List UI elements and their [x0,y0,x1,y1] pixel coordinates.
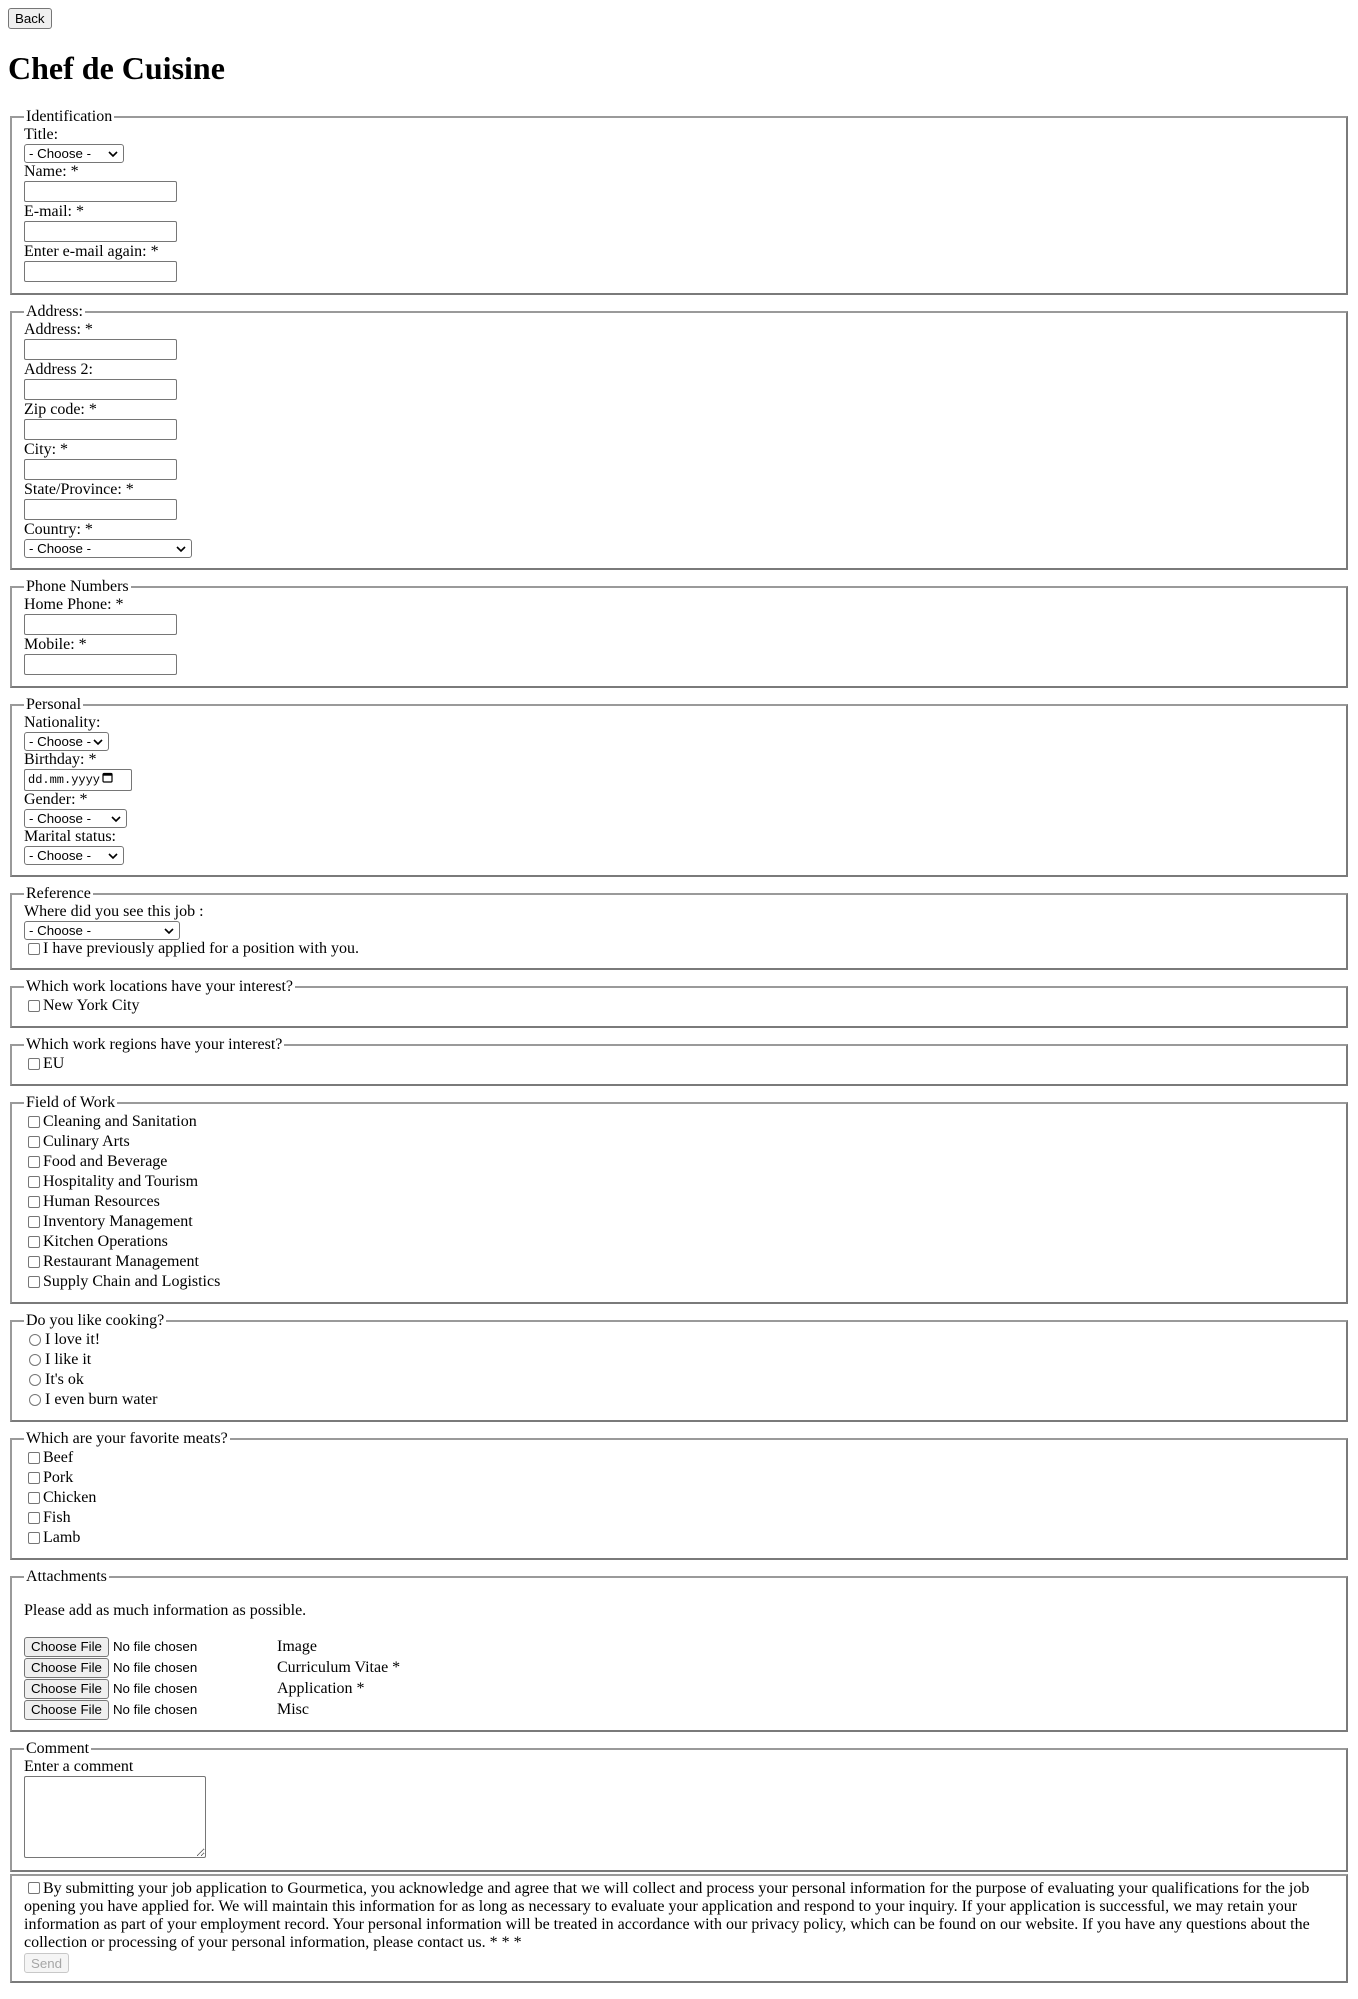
meat-option-beef[interactable] [24,1448,1334,1468]
cooking-radio[interactable] [29,1394,41,1406]
choose-file-button[interactable]: Choose File [24,1658,109,1678]
field-option-inventory[interactable] [24,1212,1334,1232]
identification-legend: Identification [26,108,113,125]
cooking-label: I love it! [45,1331,101,1348]
address2-input[interactable] [24,379,177,400]
previously-applied-label: I have previously applied for a position with you. [43,940,359,957]
file-status: No file chosen [112,1680,198,1696]
field-label: Human Resources [43,1193,160,1210]
send-button[interactable]: Send [24,1953,69,1973]
locations-fieldset [10,978,1348,1028]
meat-label: Fish [43,1509,71,1526]
field-option-hr[interactable] [24,1192,1334,1212]
attachments-fieldset [10,1568,1348,1732]
job-source-select[interactable] [24,921,180,940]
field-label: Hospitality and Tourism [43,1173,199,1190]
previously-applied-row[interactable] [24,940,1334,958]
file-label: Curriculum Vitae * [277,1659,401,1676]
marital-label: Marital status: [24,828,116,845]
file-input-misc[interactable] [24,1699,277,1720]
field-of-work-legend: Field of Work [26,1094,116,1111]
field-option-culinary[interactable] [24,1132,1334,1152]
home-phone-input[interactable] [24,614,177,635]
cooking-label: It's ok [45,1371,84,1388]
field-label: Kitchen Operations [43,1233,168,1250]
city-input[interactable] [24,459,177,480]
cooking-option-ok[interactable] [24,1370,1334,1390]
field-checkbox[interactable] [28,1276,40,1288]
field-option-kitchen[interactable] [24,1232,1334,1252]
name-label: Name: * [24,163,79,180]
meat-option-lamb[interactable] [24,1528,1334,1548]
reference-legend: Reference [26,885,91,902]
personal-legend: Personal [26,696,82,713]
file-label: Application * [277,1680,365,1697]
field-option-food-beverage[interactable] [24,1152,1334,1172]
cooking-option-love[interactable] [24,1330,1334,1350]
gender-select[interactable] [24,809,127,828]
field-checkbox[interactable] [28,1236,40,1248]
phone-legend: Phone Numbers [26,578,129,595]
country-label: Country: * [24,521,93,538]
address-input[interactable] [24,339,177,360]
comment-textarea[interactable] [24,1776,206,1858]
file-input-cv[interactable] [24,1657,277,1678]
field-checkbox[interactable] [28,1156,40,1168]
field-option-supply-chain[interactable] [24,1272,1334,1292]
calendar-icon[interactable] [102,771,113,789]
cooking-option-burn-water[interactable] [24,1390,1334,1410]
email-label: E-mail: * [24,203,84,220]
cooking-radio[interactable] [29,1374,41,1386]
meat-checkbox[interactable] [28,1532,40,1544]
chevron-down-icon [92,736,104,748]
previously-applied-checkbox[interactable] [28,943,40,955]
cooking-legend: Do you like cooking? [26,1312,165,1329]
gender-select-value: - Choose - [29,810,92,826]
city-label: City: * [24,441,69,458]
consent-text: By submitting your job application to Gourmetica, you acknowledge and agree that we will collect and process your personal information for the purpose of evaluating your qualifications for the job opening you have applied for. We will maintain this information for as long as necessary to evaluate your application and respond to your inquiry. If your application is successful, we may retain your information as part of your employment record. Your personal information will be treated in accordance with our privacy policy, which can be found on our website. If you have any questions about the collection or processing of your personal information, please contact us. * * * [24,1880,1310,1951]
file-status: No file chosen [112,1659,198,1675]
field-checkbox[interactable] [28,1216,40,1228]
field-label: Supply Chain and Logistics [43,1273,221,1290]
title-label: Title: [24,126,59,143]
country-select[interactable] [24,539,192,558]
location-label: New York City [43,997,140,1014]
mobile-input[interactable] [24,654,177,675]
regions-legend: Which work regions have your interest? [26,1036,283,1053]
country-select-value: - Choose - [29,540,92,556]
field-label: Inventory Management [43,1213,193,1230]
meat-option-pork[interactable] [24,1468,1334,1488]
attachments-legend: Attachments [26,1568,107,1585]
nationality-label: Nationality: [24,714,101,731]
email-input[interactable] [24,221,177,242]
locations-legend: Which work locations have your interest? [26,978,294,995]
state-input[interactable] [24,499,177,520]
birthday-label: Birthday: * [24,751,97,768]
address-label: Address: * [24,321,93,338]
field-label: Cleaning and Sanitation [43,1113,197,1130]
chevron-down-icon [163,925,175,937]
address-legend: Address: [26,303,83,320]
attachments-intro: Please add as much information as possible. [24,1602,307,1619]
field-checkbox[interactable] [28,1256,40,1268]
phone-fieldset [10,578,1348,688]
cooking-option-like[interactable] [24,1350,1334,1370]
choose-file-button[interactable]: Choose File [24,1637,109,1657]
region-label: EU [43,1055,65,1072]
personal-fieldset [10,696,1348,877]
field-label: Culinary Arts [43,1133,130,1150]
gender-label: Gender: * [24,791,88,808]
field-option-restaurant[interactable] [24,1252,1334,1272]
cooking-label: I even burn water [45,1391,158,1408]
meat-label: Lamb [43,1529,81,1546]
comment-fieldset [10,1740,1348,1872]
email-again-input[interactable] [24,261,177,282]
meat-label: Pork [43,1469,74,1486]
chevron-down-icon [175,543,187,555]
field-of-work-fieldset [10,1094,1348,1304]
location-option[interactable] [24,996,1334,1016]
marital-select-value: - Choose - [29,847,92,863]
cooking-radio[interactable] [29,1334,41,1346]
choose-file-button[interactable]: Choose File [24,1679,109,1699]
job-source-select-value: - Choose - [29,922,92,938]
file-label: Misc [277,1701,309,1718]
meats-legend: Which are your favorite meats? [26,1430,228,1447]
address-fieldset [10,303,1348,570]
meat-option-fish[interactable] [24,1508,1334,1528]
mobile-label: Mobile: * [24,636,87,653]
birthday-input[interactable] [24,769,132,791]
regions-fieldset [10,1036,1348,1086]
consent-block [24,1876,1334,1952]
field-label: Restaurant Management [43,1253,199,1270]
field-checkbox[interactable] [28,1136,40,1148]
email-again-label: Enter e-mail again: * [24,243,159,260]
title-select-value: - Choose - [29,145,92,161]
chevron-down-icon [110,813,122,825]
chevron-down-icon [107,148,119,160]
file-label: Image [277,1638,317,1655]
field-option-hospitality[interactable] [24,1172,1334,1192]
meat-checkbox[interactable] [28,1452,40,1464]
state-label: State/Province: * [24,481,134,498]
marital-select[interactable] [24,846,124,865]
comment-label: Enter a comment [24,1758,134,1775]
cooking-radio[interactable] [29,1354,41,1366]
title-select[interactable] [24,144,124,163]
meat-checkbox[interactable] [28,1472,40,1484]
file-status: No file chosen [112,1701,198,1717]
meat-label: Chicken [43,1489,97,1506]
meat-checkbox[interactable] [28,1492,40,1504]
consent-checkbox[interactable] [28,1882,40,1894]
attachments-table [24,1636,1334,1720]
page-title: Chef de Cuisine [8,50,225,86]
identification-fieldset [10,108,1348,295]
cooking-fieldset [10,1312,1348,1422]
file-input-application[interactable] [24,1678,277,1699]
field-checkbox[interactable] [28,1196,40,1208]
region-checkbox[interactable] [28,1058,40,1070]
name-input[interactable] [24,181,177,202]
cooking-label: I like it [45,1351,92,1368]
reference-fieldset [10,885,1348,970]
field-label: Food and Beverage [43,1153,168,1170]
file-status: No file chosen [112,1638,198,1654]
file-input-image[interactable] [24,1636,277,1657]
comment-legend: Comment [26,1740,90,1757]
meat-option-chicken[interactable] [24,1488,1334,1508]
meats-fieldset [10,1430,1348,1560]
chevron-down-icon [107,850,119,862]
meat-checkbox[interactable] [28,1512,40,1524]
back-button[interactable]: Back [8,8,52,29]
field-checkbox[interactable] [28,1176,40,1188]
meat-label: Beef [43,1449,74,1466]
field-option-cleaning[interactable] [24,1112,1334,1132]
address2-label: Address 2: [24,361,93,378]
job-source-label: Where did you see this job : [24,903,204,920]
choose-file-button[interactable]: Choose File [24,1700,109,1720]
region-option[interactable] [24,1054,1334,1074]
home-phone-label: Home Phone: * [24,596,124,613]
birthday-placeholder: dd.mm.yyyy [28,773,101,787]
nationality-select-value: - Choose - [29,733,92,749]
location-checkbox[interactable] [28,1000,40,1012]
field-checkbox[interactable] [28,1116,40,1128]
zip-label: Zip code: * [24,401,97,418]
nationality-select[interactable] [24,732,109,751]
zip-input[interactable] [24,419,177,440]
